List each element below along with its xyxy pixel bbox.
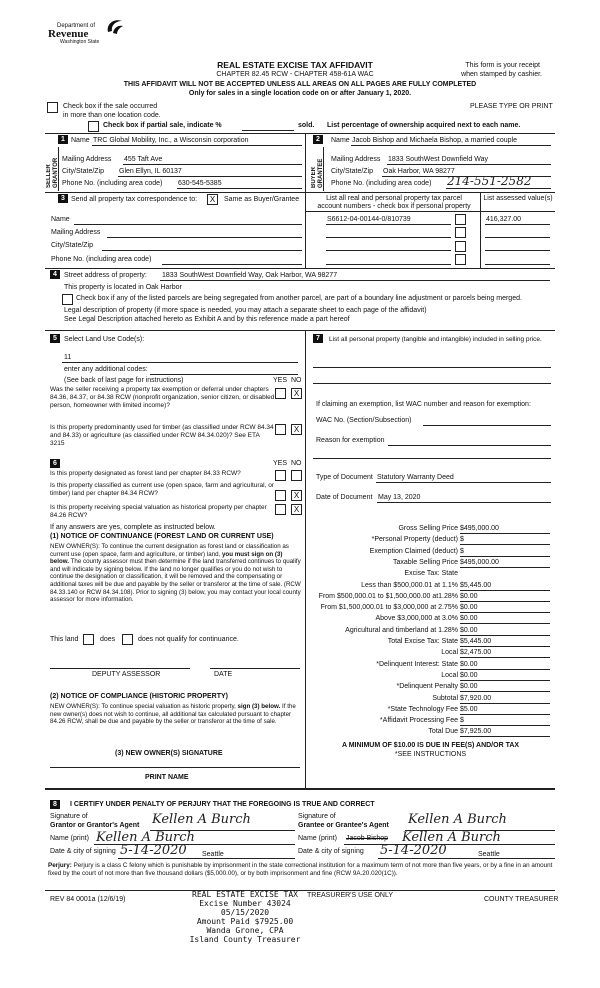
- see-instructions-note: *SEE INSTRUCTIONS: [394, 751, 467, 758]
- wac-claim-label: If claiming an exemption, list WAC number and reason for exemption:: [316, 401, 531, 408]
- personal-property-checkbox-1[interactable]: [455, 214, 466, 225]
- county-treasurer: COUNTY TREASURER: [484, 896, 559, 903]
- seller-name-label: Name: [71, 137, 90, 144]
- s6-q2: Is this property classified as current use (open space, farm and agricultural, or timber) land per chapter 84.34 RCW?: [50, 482, 274, 497]
- perjury-text: Perjury is a class C felony which is punishable by imprisonment in the state correctional institution for a maximum term of not more than five years, or by a fine in an amount fixed by the court of not more than five thousand dollars ($5,000.00), or by both imprisonment and fine (RCW 9A.20.020(1C)).: [48, 862, 553, 877]
- minimum-due-note: A MINIMUM OF $10.00 IS DUE IN FEE(S) AND/OR TAX: [341, 742, 520, 749]
- tax-row-label: Total Excise Tax: State: [387, 638, 458, 645]
- column-divider: [305, 330, 306, 788]
- multi-location-label-1: Check box if the sale occurred: [63, 103, 158, 110]
- tax-row-label: Local: [441, 671, 458, 679]
- send-correspondence-label: Send all property tax correspondence to:: [71, 196, 198, 203]
- new-owner-signature-label: (3) NEW OWNER(S) SIGNATURE: [115, 750, 223, 757]
- buyer-city[interactable]: Oak Harbor, WA 98277: [383, 168, 455, 175]
- tax-row-label: Local: [441, 649, 458, 657]
- reason-line[interactable]: [388, 445, 551, 446]
- rule: [446, 188, 551, 189]
- partial-sale-checkbox[interactable]: [88, 121, 99, 132]
- tax-table: [308, 525, 553, 740]
- land-use-label: Select Land Use Code(s):: [64, 336, 145, 343]
- seller-name[interactable]: TRC Global Mobility, Inc., a Wisconsin corporation: [93, 137, 249, 144]
- land-use-code[interactable]: 11: [64, 354, 72, 361]
- grantee-print-struck: Jacob Bishop: [346, 835, 389, 842]
- street-address[interactable]: 1833 SouthWest Downfield Way, Oak Harbor, WA 98277: [162, 272, 338, 279]
- section-6-badge: 6: [50, 459, 60, 468]
- assessed-header: List assessed value(s): [483, 195, 553, 202]
- segregation-label: Check box if any of the listed parcels are being segregated from another parcel, are part of a boundary line adjustment or parcels being merged.: [76, 295, 522, 302]
- tax-row-value[interactable]: $0.00: [460, 683, 550, 692]
- same-as-buyer-checkbox[interactable]: X: [207, 194, 218, 205]
- stamp-line: REAL ESTATE EXCISE TAX: [192, 890, 298, 899]
- tax-row-label: *Affidavit Processing Fee: [379, 717, 458, 725]
- stamp-line: 05/15/2020: [220, 908, 270, 917]
- notice-1-body-a: NEW OWNER(S): To continue the current designation as forest land or classification as current use (open space, farm and agriculture, or timber) land,: [50, 543, 289, 558]
- other-codes-line[interactable]: [150, 374, 298, 375]
- section-2-badge: 2: [313, 135, 323, 144]
- rule: [376, 482, 551, 483]
- rule: [118, 176, 302, 177]
- grantee-sig-of: Signature of: [298, 813, 336, 820]
- rule: [45, 330, 555, 331]
- tax-row-value[interactable]: $: [460, 548, 550, 557]
- rule: [305, 133, 306, 192]
- buyer-mailing-label: Mailing Address: [331, 156, 381, 163]
- s5-q2: Is this property predominantly used for timber (as classified under RCW 84.34 and 84.33) or agriculture (as classified under RCW 84.34.020)? See ETA 3215: [50, 424, 274, 447]
- section-8-badge: 8: [50, 800, 60, 809]
- form-number: REV 84 0001a (12/6/19): [50, 896, 126, 903]
- does-label: does: [100, 636, 116, 643]
- receipt-note-2: when stamped by cashier.: [461, 71, 542, 78]
- s5-q1-no[interactable]: X: [291, 388, 302, 399]
- tax-row-label: Less than $500,000.01 at 1.1%: [361, 581, 458, 589]
- assessed-value[interactable]: 416,327.00: [486, 216, 522, 223]
- s3-city-label: City/State/Zip: [51, 242, 94, 249]
- s6-q2-yes[interactable]: [275, 490, 286, 501]
- notice-2-body-bold: sign (3) below.: [237, 703, 281, 710]
- rule: [123, 164, 302, 165]
- notice-2-body-a: NEW OWNER(S): To continue special valuation as historic property,: [50, 703, 236, 710]
- rule: [45, 788, 555, 790]
- rule: [305, 192, 306, 268]
- yes-header: YES: [273, 377, 288, 384]
- rule: [305, 211, 555, 212]
- tax-row-label: Agricultural and timberland at 1.28%: [345, 626, 458, 634]
- tax-row-value[interactable]: $: [460, 717, 550, 726]
- deputy-assessor-line[interactable]: [50, 668, 190, 669]
- s6-q1: Is this property designated as forest land per chapter 84.33 RCW?: [50, 470, 241, 477]
- tax-row-label: *State Technology Fee: [387, 705, 458, 713]
- rule: [62, 362, 298, 363]
- grantor-date[interactable]: 5-14-2020: [120, 843, 187, 858]
- s6-q1-yes[interactable]: [275, 470, 286, 481]
- parcel-number[interactable]: S6612-04-00144-0/810739: [327, 216, 411, 223]
- buyer-name[interactable]: Jacob Bishop and Michaela Bishop, a married couple: [352, 137, 517, 144]
- segregation-checkbox[interactable]: [62, 294, 73, 305]
- rule: [480, 192, 481, 268]
- tax-row-label: Above $3,000,000 at 3.0%: [375, 615, 458, 623]
- tax-row-value[interactable]: $0.00: [460, 627, 550, 636]
- section-5-badge: 5: [50, 334, 60, 343]
- form-title: REAL ESTATE EXCISE TAX AFFIDAVIT: [217, 60, 373, 70]
- rule: [326, 264, 451, 265]
- notice-1-title: (1) NOTICE OF CONTINUANCE (FOREST LAND OR CURRENT USE): [50, 533, 274, 540]
- partial-sale-label: Check box if partial sale, indicate %: [103, 122, 222, 129]
- personal-property-line-2[interactable]: [313, 383, 551, 384]
- tax-row-value[interactable]: $5,445.00: [460, 638, 550, 647]
- grantee-date[interactable]: 5-14-2020: [380, 843, 447, 858]
- tax-row-label: Taxable Selling Price: [393, 558, 458, 566]
- does-not-label: does not qualify for continuance.: [138, 636, 239, 643]
- s3-phone-line[interactable]: [162, 264, 302, 265]
- doc-date-label: Date of Document: [316, 494, 373, 501]
- s6-q2-no[interactable]: X: [291, 490, 302, 501]
- deputy-assessor-label: DEPUTY ASSESSOR: [92, 671, 161, 678]
- ownership-note: List percentage of ownership acquired next to each name.: [327, 122, 521, 129]
- notice-2-title: (2) NOTICE OF COMPLIANCE (HISTORIC PROPERTY): [50, 693, 228, 700]
- wac-no-label: WAC No. (Section/Subsection): [316, 417, 412, 424]
- rule: [326, 237, 451, 238]
- tax-row-value[interactable]: $7,925.00: [460, 728, 550, 737]
- notice-1-body-b: The county assessor must then determine if the land transferred continues to qualify and will indicate by signing below. If the land no longer qualifies or you do not wish to continue the designation or classification, it will be removed and the compensating or additional taxes will be due and payable by the seller or transferor at the time of sale. (RCW 84.33.140 or RCW 84.34.108). Prior to signing (3) below, you may contact your local county assessor for more information.: [50, 558, 301, 604]
- treasurer-stamp: [180, 890, 310, 944]
- rule: [45, 133, 555, 134]
- see-back-note: (See back of last page for instructions): [64, 377, 184, 384]
- grantee-date-label: Date & city of signing: [298, 848, 364, 855]
- tax-row-label: Gross Selling Price: [398, 525, 458, 532]
- doc-date[interactable]: May 13, 2020: [378, 494, 421, 501]
- personal-property-checkbox-3[interactable]: [455, 241, 466, 252]
- new-owner-signature-line[interactable]: [50, 767, 300, 768]
- rule: [351, 145, 551, 146]
- partial-sale-pct-line[interactable]: [242, 130, 294, 131]
- s3-city-line[interactable]: [102, 250, 302, 251]
- buyer-phone[interactable]: 214-551-2582: [447, 174, 532, 188]
- seller-phone-label: Phone No. (including area code): [62, 180, 163, 187]
- s3-name-line[interactable]: [74, 224, 302, 225]
- tax-row-label: *Delinquent Penalty: [396, 683, 458, 691]
- s3-mailing-line[interactable]: [107, 237, 302, 238]
- rule: [177, 188, 302, 189]
- rule: [377, 502, 551, 503]
- s6-q3-no[interactable]: X: [291, 504, 302, 515]
- treasurer-use-only: TREASURER'S USE ONLY: [307, 892, 394, 899]
- rule: [344, 844, 555, 845]
- s3-name-label: Name: [51, 216, 70, 223]
- print-name-label: PRINT NAME: [145, 774, 189, 781]
- stamp-line: Amount Paid $7925.00: [196, 917, 294, 926]
- notice-1-body-bold: you must sign on (3) below.: [50, 550, 283, 566]
- street-label: Street address of property:: [64, 272, 147, 279]
- seller-grantor-label: SELLER GRANTOR: [46, 157, 59, 188]
- rule: [326, 250, 451, 251]
- rule: [45, 268, 555, 269]
- stamp-line: Excise Number 43024: [199, 899, 291, 908]
- s3-mailing-label: Mailing Address: [51, 229, 101, 236]
- rule: [326, 224, 451, 225]
- tax-row-value[interactable]: $0.00: [460, 661, 550, 670]
- section-4-badge: 4: [50, 270, 60, 279]
- seller-city[interactable]: Glen Ellyn, IL 60137: [119, 168, 182, 175]
- tax-row-label: *Delinquent Interest: State: [376, 660, 458, 668]
- parcel-header-1: List all real and personal property tax parcel: [326, 195, 462, 202]
- revenue-swoosh-icon: [104, 18, 124, 36]
- tax-row-value[interactable]: $0.00: [460, 604, 550, 613]
- doc-type[interactable]: Statutory Warranty Deed: [377, 474, 454, 481]
- form-warning: THIS AFFIDAVIT WILL NOT BE ACCEPTED UNLESS ALL AREAS ON ALL PAGES ARE FULLY COMPLETED: [123, 81, 477, 88]
- certify-statement: I CERTIFY UNDER PENALTY OF PERJURY THAT THE FOREGOING IS TRUE AND CORRECT: [70, 801, 375, 808]
- grantor-signature[interactable]: Kellen A Burch: [152, 812, 251, 827]
- s5-q2-no[interactable]: X: [291, 424, 302, 435]
- tax-row-label: *Personal Property (deduct): [371, 536, 458, 544]
- perjury-label: Perjury:: [48, 862, 72, 869]
- grantee-city[interactable]: Seattle: [478, 851, 500, 858]
- tax-row-value[interactable]: $0.00: [460, 615, 550, 624]
- section-7-badge: 7: [313, 334, 323, 343]
- legal-description[interactable]: See Legal Description attached hereto as Exhibit A and by this reference made a part hereof: [64, 316, 350, 323]
- buyer-grantee-label: BUYER GRANTEE: [311, 158, 324, 188]
- seller-mailing-label: Mailing Address: [62, 156, 112, 163]
- perjury-notice: [48, 862, 553, 878]
- tax-row-label: Excise Tax: State: [404, 570, 458, 578]
- buyer-name-label: Name: [331, 137, 350, 144]
- buyer-mailing[interactable]: 1833 SouthWest Downfield Way: [388, 156, 488, 163]
- reason-line-2[interactable]: [313, 458, 551, 459]
- land-does-not-checkbox[interactable]: [122, 634, 133, 645]
- rule: [485, 224, 550, 225]
- grantee-agent-label: Grantee or Grantee's Agent: [298, 822, 389, 829]
- grantor-agent-label: Grantor or Grantor's Agent: [50, 822, 140, 829]
- multi-location-checkbox[interactable]: [47, 102, 58, 113]
- stamp-line: Wanda Grone, CPA: [206, 926, 284, 935]
- wac-no-line[interactable]: [423, 425, 551, 426]
- seller-phone[interactable]: 630-545-5385: [178, 180, 222, 187]
- personal-property-checkbox-2[interactable]: [455, 227, 466, 238]
- tax-row-value[interactable]: $495,000.00: [460, 525, 550, 534]
- reason-label: Reason for exemption: [316, 437, 385, 444]
- if-yes-note: If any answers are yes, complete as instructed below.: [50, 524, 216, 531]
- tax-row-value[interactable]: $5.00: [460, 706, 550, 715]
- s6-yes-header: YES: [273, 460, 288, 467]
- s6-q3-yes[interactable]: [275, 504, 286, 515]
- rule: [160, 280, 550, 281]
- no-header: NO: [291, 377, 302, 384]
- buyer-phone-label: Phone No. (including area code): [331, 180, 432, 187]
- tax-row-value[interactable]: $495,000.00: [460, 559, 550, 568]
- tax-row-label: Subtotal: [432, 694, 458, 702]
- grantee-print-label: Name (print): [298, 835, 337, 842]
- other-codes-label: enter any additional codes:: [64, 366, 148, 373]
- s6-q3: Is this property receiving special valuation as historical property per chapter 84.26 RCW?: [50, 504, 267, 519]
- sold-label: sold.: [298, 122, 315, 129]
- s6-no-header: NO: [291, 460, 302, 467]
- legal-description-label: Legal description of property (if more space is needed, you may attach a separate sheet to each page of the affidavit): [64, 307, 427, 314]
- grantee-signature[interactable]: Kellen A Burch: [408, 812, 507, 827]
- buyer-city-label: City/State/Zip: [331, 168, 374, 175]
- rule: [118, 858, 295, 859]
- s5-q1: Was the seller receiving a property tax exemption or deferral under chapters 84.36, 84.37, or 84.38 RCW (nonprofit organization, senior citizen, or disabled person, homeowner with limited income)?: [50, 386, 275, 409]
- same-as-buyer-label: Same as Buyer/Grantee: [224, 196, 300, 203]
- tax-row-label: From $500,000.01 to $1,500,000.00 at1.28%: [318, 592, 458, 600]
- personal-property-label: List all personal property (tangible and intangible) included in selling price.: [329, 336, 542, 343]
- property-location: This property is located in Oak Harbor: [64, 284, 182, 291]
- tax-row-label: Exemption Claimed (deduct): [369, 547, 458, 555]
- notice-2-body-b: If the new owner(s) does not wish to continue, all additional tax calculated pursuant to chapter 84.26 RCW, shall be due and payable by the seller or transferor at the time of sale.: [50, 703, 296, 726]
- tax-row-value[interactable]: $2,475.00: [460, 649, 550, 658]
- notice-2-body: [50, 703, 302, 726]
- grantor-date-label: Date & city of signing: [50, 848, 116, 855]
- land-does-checkbox[interactable]: [83, 634, 94, 645]
- type-or-print: PLEASE TYPE OR PRINT: [470, 103, 553, 110]
- personal-property-line-1[interactable]: [313, 367, 551, 368]
- form-chapter: CHAPTER 82.45 RCW - CHAPTER 458-61A WAC: [216, 71, 374, 78]
- tax-row-value[interactable]: $0.00: [460, 593, 550, 602]
- assessor-date-label: DATE: [214, 671, 233, 678]
- grantor-city[interactable]: Seattle: [202, 851, 224, 858]
- receipt-note-1: This form is your receipt: [465, 62, 540, 69]
- tax-row-value[interactable]: $5,445.00: [460, 582, 550, 591]
- multi-location-label-2: in more than one location code.: [63, 112, 161, 119]
- parcel-header-2: account numbers - check box if personal property: [317, 203, 471, 210]
- single-location-note: Only for sales in a single location code on or after January 1, 2020.: [188, 90, 412, 97]
- seller-mailing[interactable]: 455 Taft Ave: [124, 156, 163, 163]
- rule: [485, 237, 550, 238]
- rule: [485, 250, 550, 251]
- doc-type-label: Type of Document: [316, 474, 373, 481]
- personal-property-checkbox-4[interactable]: [455, 254, 466, 265]
- tax-row-label: Total Due: [428, 728, 458, 736]
- tax-row-value[interactable]: $: [460, 536, 550, 545]
- rule: [92, 145, 302, 146]
- s6-q1-no[interactable]: [291, 470, 302, 481]
- tax-row-label: From $1,500,000.01 to $3,000,000 at 2.75%: [320, 604, 458, 612]
- tax-row-value[interactable]: $7,920.00: [460, 695, 550, 704]
- grantee-print-name[interactable]: Kellen A Burch: [402, 830, 501, 845]
- rule: [387, 164, 551, 165]
- s3-phone-label: Phone No. (including area code): [51, 256, 152, 263]
- grantor-print-label: Name (print): [50, 835, 89, 842]
- rule: [323, 147, 324, 191]
- seller-city-label: City/State/Zip: [62, 168, 105, 175]
- stamp-line: Island County Treasurer: [189, 935, 301, 944]
- s5-q1-yes[interactable]: [275, 388, 286, 399]
- grantor-print-name[interactable]: Kellen A Burch: [96, 830, 195, 845]
- revenue-logo: Department of Revenue Washington State: [48, 17, 128, 47]
- this-land-label: This land: [50, 636, 79, 643]
- rule: [378, 858, 555, 859]
- rule: [45, 192, 555, 193]
- section-3-badge: 3: [58, 194, 68, 203]
- tax-row-value[interactable]: $0.00: [460, 672, 550, 681]
- grantor-sig-of: Signature of: [50, 813, 88, 820]
- rule: [58, 147, 59, 191]
- assessor-date-line[interactable]: [210, 668, 300, 669]
- section-1-badge: 1: [58, 135, 68, 144]
- rule: [485, 264, 550, 265]
- notice-1-body: [50, 543, 302, 604]
- s5-q2-yes[interactable]: [275, 424, 286, 435]
